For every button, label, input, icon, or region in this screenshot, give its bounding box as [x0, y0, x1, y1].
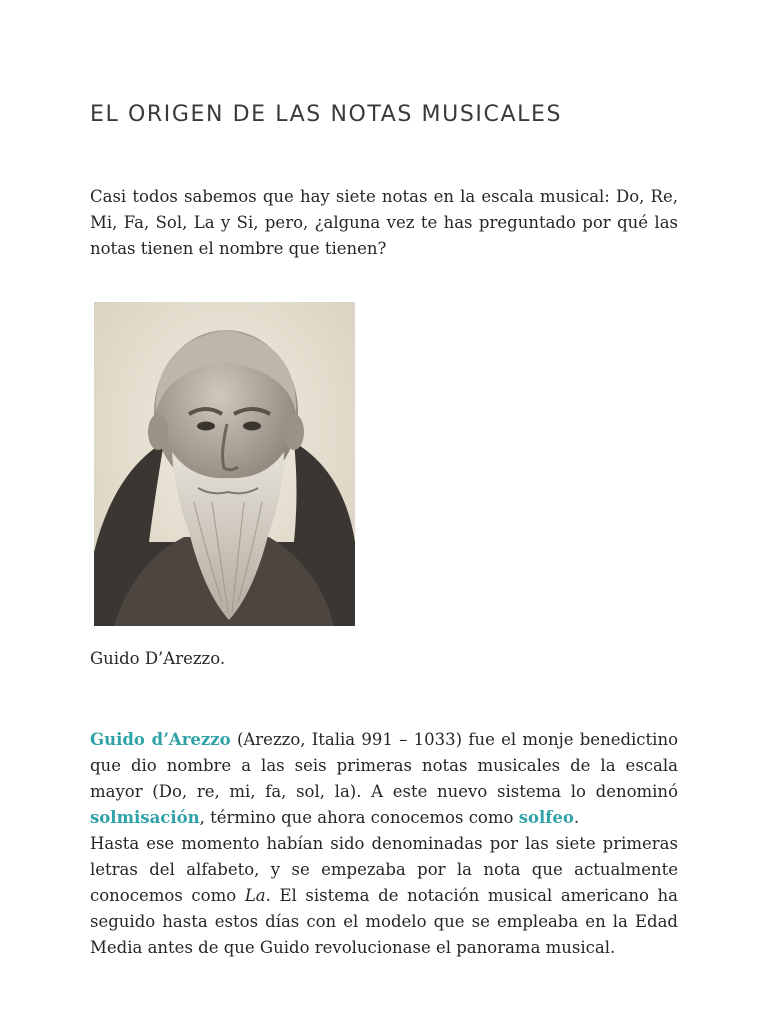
body-text-3: .	[573, 808, 580, 827]
body-paragraph	[90, 727, 678, 961]
solfeo-link[interactable]: solfeo	[518, 808, 574, 827]
solmisacion-link[interactable]: solmisación	[90, 808, 200, 827]
portrait-image	[94, 302, 355, 626]
body-text-1: (Arezzo, Italia 991 – 1033) fue el monje benedictino que dio nombre a las seis primeras notas musicales de la escala mayor (Do, re, mi, fa, sol, la). A este nuevo sistema lo denominó	[90, 730, 679, 801]
page-title: EL ORIGEN DE LAS NOTAS MUSICALES	[90, 102, 563, 127]
italic-la: La	[244, 886, 266, 905]
intro-paragraph: Casi todos sabemos que hay siete notas en la escala musical: Do, Re, Mi, Fa, Sol, La y Si, pero, ¿alguna vez te has preguntado por qué las notas tienen el nombre que tienen?	[90, 187, 678, 258]
body-text-4: Hasta ese momento habían sido denominadas por las siete primeras letras del alfabeto, y se empezaba por la nota que actualmente conocemos como	[90, 834, 678, 905]
body-text-2: , término que ahora conocemos como	[199, 808, 519, 827]
body-text-5: . El sistema de notación musical americano ha seguido hasta estos días con el modelo que se empleaba en la Edad Media antes de que Guido revolucionase el panorama musical.	[90, 886, 678, 957]
guido-darezzo-link[interactable]: Guido d’Arezzo	[90, 730, 231, 749]
image-caption: Guido D’Arezzo.	[90, 649, 226, 668]
